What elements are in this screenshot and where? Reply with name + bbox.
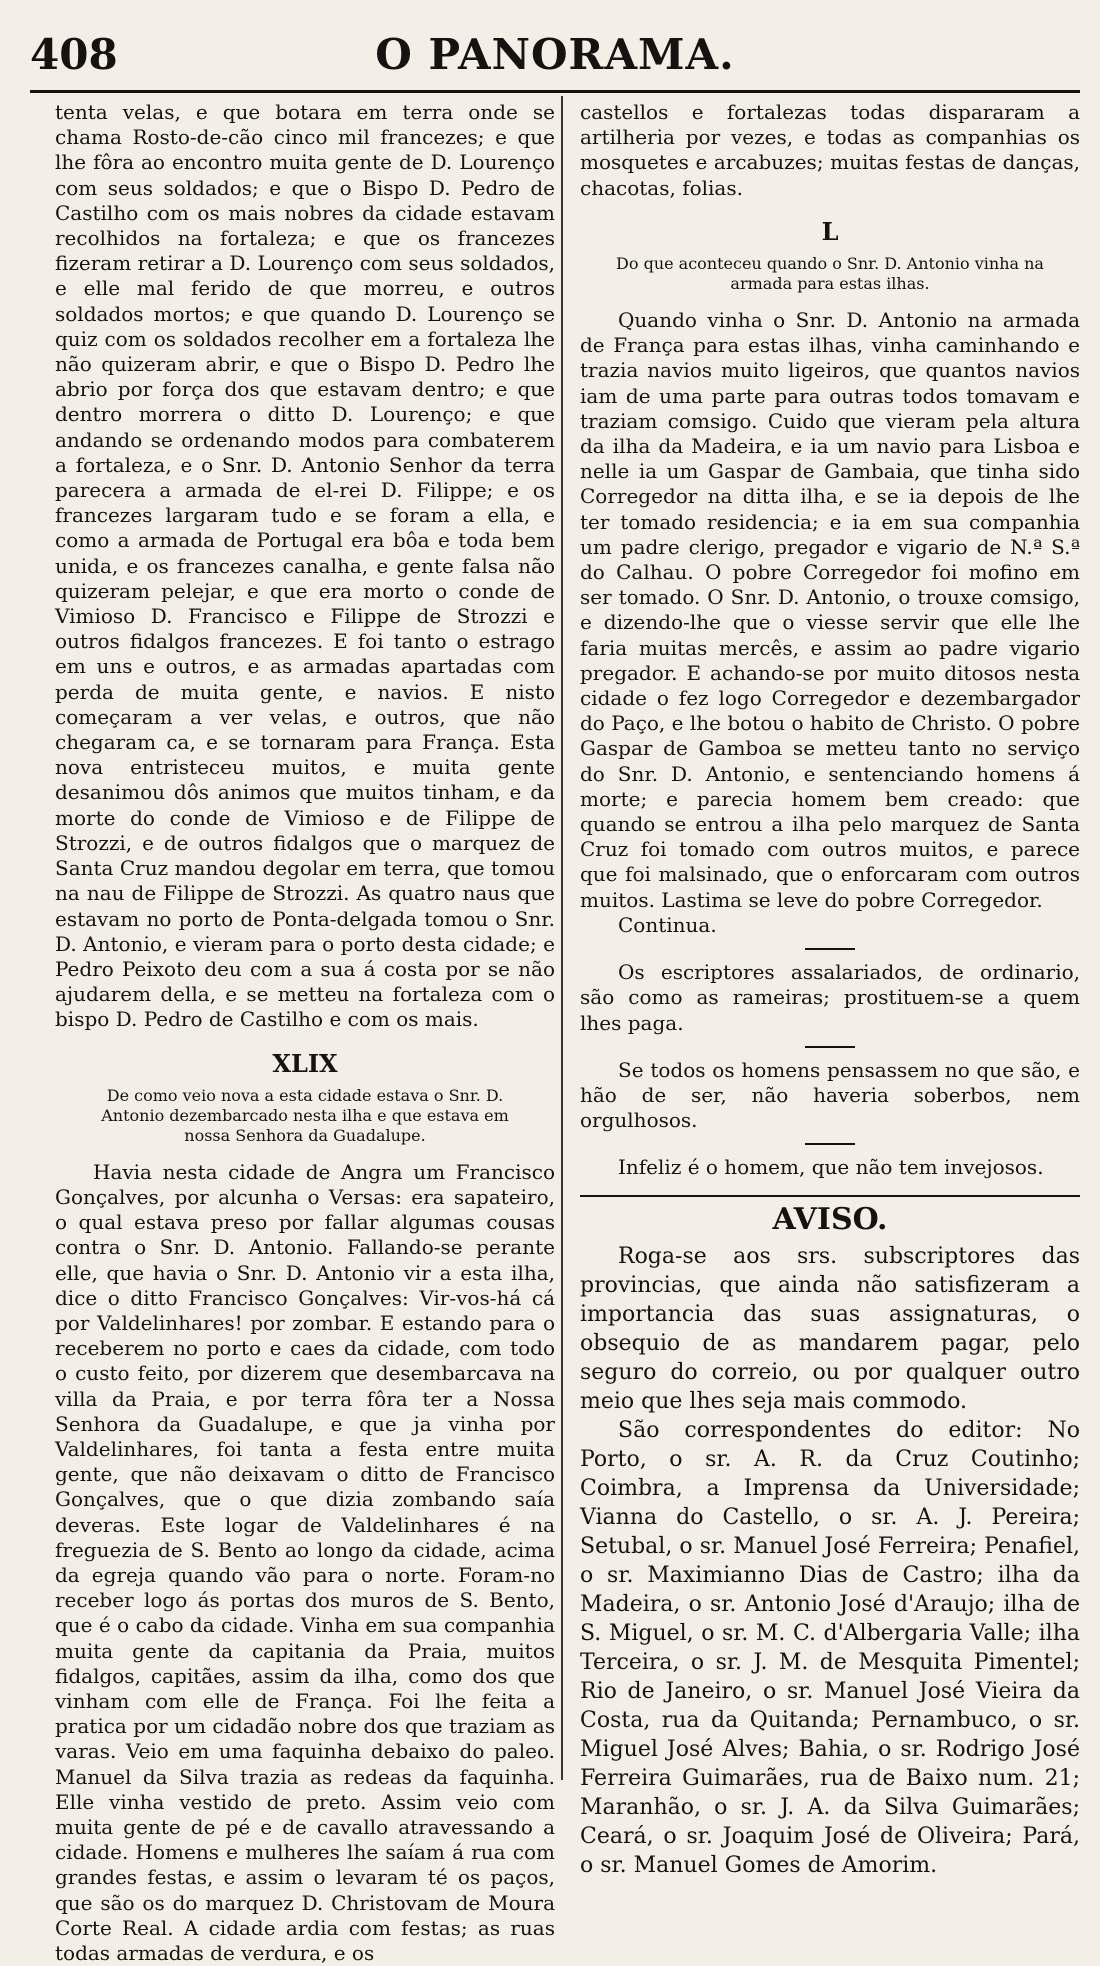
aviso-title: AVISO. — [772, 1201, 888, 1237]
header-rule — [30, 90, 1080, 93]
maxim: Infeliz é o homem, que não tem invejosos. — [618, 1155, 1044, 1180]
separator-rule — [805, 948, 855, 950]
continua-note: Continua. — [618, 912, 717, 937]
page-number: 408 — [30, 30, 118, 79]
section-number: XLIX — [272, 1048, 338, 1078]
separator-rule — [805, 1143, 855, 1145]
journal-title: O PANORAMA. — [375, 30, 735, 79]
separator-rule — [805, 1046, 855, 1048]
paragraph: tenta velas, e que botara em terra onde se chama Rosto-de-cão cinco mil francezes; e que lhe fôra ao encontro muita gente de D. Lourenço com seus soldados; e que o Bispo D. Pedro de Castilho com os mais nobres da cidade estavam recolhidos na fortaleza; e que os francezes fizeram retirar a D. Lourenço com seus soldados, e elle mal ferido de que morreu, e outros soldados mortos; e que quando D. Lourenço se quiz com os soldados recolher em a fortaleza lhe não quizeram abrir, e que o Bispo D. Pedro lhe abrio por força dos que estavam dentro; e que dentro morrera o ditto D. Lourenço; e que andando se ordenando modos para combaterem a fortaleza, e o Snr. D. Antonio Senhor da terra parecera a armada de el-rei D. Filippe; e os francezes largaram tudo e se foram a ella, e como a armada de Portugal era bôa e toda bem unida, e os francezes canalha, e gente falsa não quizeram pelejar, e que era morto o conde de Vimioso D. Francisco e Filippe de Strozzi e outros fidalgos francezes. E foi tanto o estrago em uns e outros, e as armadas apartadas com perda de muita gente, e navios. E nisto começaram a ver velas, e outros, que não chegaram ca, e se tornaram para França. Esta nova entristeceu muitos, e muita gente desanimou dôs animos que muitos tinham, e da morte do conde de Vimioso e de Filippe de Strozzi, e de outros fidalgos que o marquez de Santa Cruz mandou degolar em terra, que tomou na nau de Filippe de Strozzi. As quatro naus que estavam no porto de Ponta-delgada tomou o Snr. D. Antonio, e vieram para o porto desta cidade; e Pedro Peixoto deu com a sua á costa por se não ajudarem della, e se metteu na fortaleza com o bispo D. Pedro de Castilho e com os mais. — [55, 100, 555, 1032]
maxim: Os escriptores assalariados, de ordinario, são como as rameiras; prostituem-se a quem lhes paga. — [580, 960, 1080, 1035]
left-column — [55, 100, 555, 1966]
paragraph: Quando vinha o Snr. D. Antonio na armada de França para estas ilhas, vinha caminhando e trazia navios muito ligeiros, que quantos navios iam de uma parte para outras todos tomavam e traziam comsigo. Cuido que vieram pela altura da ilha da Madeira, e ia um navio para Lisboa e nelle ia um Gaspar de Gambaia, que tinha sido Corregedor na ditta ilha, e se ia depois de lhe ter tomado residencia; e ia em sua companhia um padre clerigo, pregador e vigario de N.ª S.ª do Calhau. O pobre Corregedor foi mofino em ser tomado. O Snr. D. Antonio, o trouxe comsigo, e dizendo-lhe que o viesse servir que elle lhe faria muitas mercês, e assim ao padre vigario pregador. E achando-se por muito ditosos nesta cidade o fez logo Corregedor e dezembargador do Paço, e lhe botou o habito de Christo. O pobre Gaspar de Gamboa se metteu tanto no serviço do Snr. D. Antonio, e sentenciando homens á morte; e parecia homem bem creado: que quando se entrou a ilha pelo marquez de Santa Cruz foi tomado com outros muitos, e parece que foi malsinado, que o enforcaram com outros muitos. Lastima se leve do pobre Corregedor. — [580, 308, 1080, 912]
paragraph: castellos e fortalezas todas dispararam a artilheria por vezes, e todas as companhias os mosquetes e arcabuzes; muitas festas de danças, chacotas, folias. — [580, 100, 1080, 200]
column-divider — [561, 96, 563, 1780]
paragraph: Havia nesta cidade de Angra um Francisco Gonçalves, por alcunha o Versas: era sapateiro, o qual estava preso por fallar algumas cousas contra o Snr. D. Antonio. Fallando-se perante elle, que havia o Snr. D. Antonio vir a esta ilha, dice o ditto Francisco Gonçalves: Vir-vos-há cá por Valdelinhares! por zombar. E estando para o receberem no porto e caes da cidade, com todo o custo feito, por dizerem que desembarcava na villa da Praia, e por terra fôra ter a Nossa Senhora da Guadalupe, e que ja vinha por Valdelinhares, foi tanta a festa entre muita gente, que não deixavam o ditto de Francisco Gonçalves, que o que dizia zombando saía deveras. Este logar de Valdelinhares é na freguezia de S. Bento ao longo da cidade, acima da egreja quando vão para o norte. Foram-no receber logo ás portas dos muros de S. Bento, que é o cabo da cidade. Vinha em sua companhia muita gente da capitania da Praia, muitos fidalgos, capitães, assim da ilha, como dos que vinham com elle de França. Foi lhe feita a pratica por um cidadão nobre dos que traziam as varas. Veio em uma faquinha debaixo do paleo. Manuel da Silva trazia as redeas da faquinha. Elle vinha vestido de preto. Assim veio com muita gente de pé e de cavallo atravessando a cidade. Homens e mulheres lhe saíam á rua com grandes festas, e assim o levaram té os paços, que são os do marquez D. Christovam de Moura Corte Real. A cidade ardia com festas; as ruas todas armadas de verdura, e os — [55, 1159, 555, 1966]
right-column — [580, 100, 1080, 1880]
correspondents-paragraph: São correspondentes do editor: No Porto, o sr. A. R. da Cruz Coutinho; Coimbra, a Imprensa da Universidade; Vianna do Castello, o sr. A. J. Pereira; Setubal, o sr. Manuel José Ferreira; Penafiel, o sr. Maximianno Dias de Castro; ilha da Madeira, o sr. Antonio José d'Araujo; ilha de S. Miguel, o sr. M. C. d'Albergaria Valle; ilha Terceira, o sr. J. M. de Mesquita Pimentel; Rio de Janeiro, o sr. Manuel José Vieira da Costa, rua da Quitanda; Pernambuco, o sr. Miguel José Alves; Bahia, o sr. Rodrigo José Ferreira Guimarães, rua de Baixo num. 21; Maranhão, o sr. J. A. da Silva Guimarães; Ceará, o sr. Joaquim José de Oliveira; Pará, o sr. Manuel Gomes de Amorim. — [580, 1417, 1080, 1878]
aviso-paragraph: Roga-se aos srs. subscriptores das provincias, que ainda não satisfizeram a importancia das suas assignaturas, o obsequio de as mandarem pagar, pelo seguro do correio, ou por qualquer outro meio que lhes seja mais commodo. — [580, 1243, 1080, 1414]
section-rule — [580, 1195, 1080, 1197]
section-summary: De como veio nova a esta cidade estava o Snr. D. Antonio dezembarcado nesta ilha e que estava em nossa Senhora da Guadalupe. — [101, 1085, 509, 1145]
section-number: L — [821, 216, 839, 246]
page-header — [30, 30, 1080, 90]
section-summary: Do que aconteceu quando o Snr. D. Antonio vinha na armada para estas ilhas. — [616, 254, 1044, 294]
maxim: Se todos os homens pensassem no que são, e hão de ser, não haveria soberbos, nem orgulhosos. — [580, 1057, 1080, 1133]
